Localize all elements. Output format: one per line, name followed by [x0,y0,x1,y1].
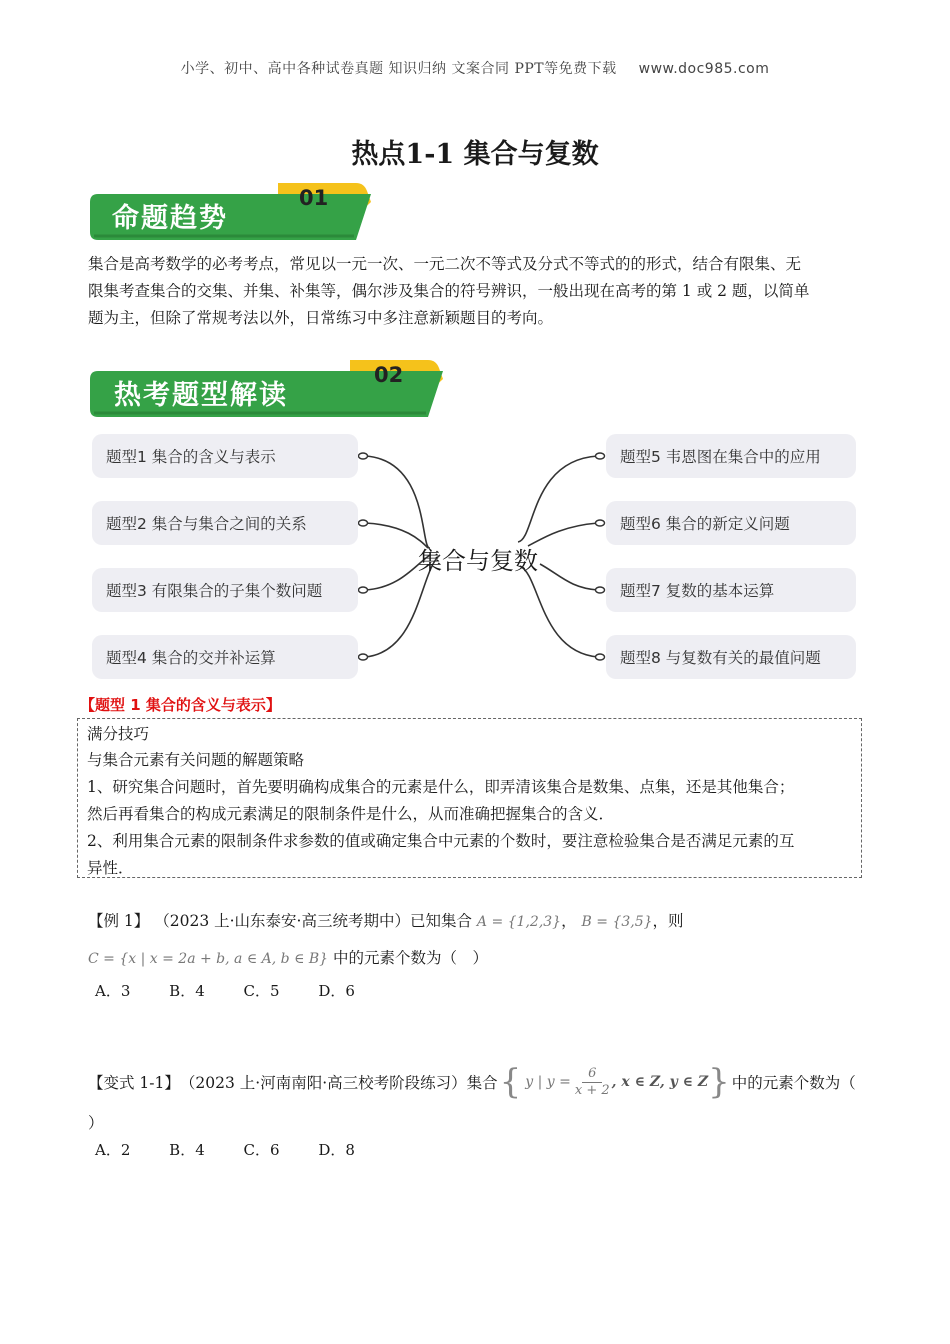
mindmap-node-label: 题型4 集合的交并补运算 [106,649,276,667]
mindmap-node-right-5 [606,434,856,478]
set-prefix: y | y = [525,1074,571,1090]
set-b-formula: B = {3,5} [581,914,653,930]
mindmap-node-label: 题型2 集合与集合之间的关系 [106,515,307,533]
option-b: B．4 [169,982,205,1000]
trend-line: 限集考查集合的交集、并集、补集等，偶尔涉及集合的符号辨识，一般出现在高考的第 1 或 2 题，以简单 [88,282,810,300]
mindmap-node-right-8 [606,635,856,679]
option-c: C．5 [243,982,280,1000]
tips-line: 异性． [87,859,134,877]
option-c: C．6 [243,1141,280,1159]
trend-line: 集合是高考数学的必考考点，常见以一元一次、一元二次不等式及分式不等式的的形式，结合有限集、无 [88,255,802,273]
tips-line: 1、研究集合问题时，首先要明确构成集合的元素是什么，即弄清该集合是数集、点集，还是其他集合； [87,778,795,796]
banner-label: 命题趋势 [112,203,228,234]
example1-source: （2023 上·山东泰安·高三统考期中）已知集合 [154,912,472,930]
header-text: 小学、初中、高中各种试卷真题 知识归纳 文案合同 PPT等免费下载 [180,61,617,77]
variant1-label: 【变式 1-1】 [88,1074,180,1092]
option-d: D．6 [318,982,355,1000]
mindmap-node-label: 题型5 韦恩图在集合中的应用 [620,448,821,466]
example1-options [95,980,389,1001]
fraction [575,1066,610,1099]
mindmap-node-label: 题型6 集合的新定义问题 [620,515,790,533]
option-b: B．4 [169,1141,205,1159]
variant1-question: 中的元素个数为（ [731,1074,856,1092]
page-title: 热点1-1 集合与复数 [351,139,599,170]
mindmap-node-label: 题型3 有限集合的子集个数问题 [106,582,323,600]
tips-line: 2、利用集合元素的限制条件求参数的值或确定集合中元素的个数时，要注意检验集合是否满足元素的互 [87,832,795,850]
example1-label: 【例 1】 [88,912,150,930]
mindmap-node-left-4 [92,635,358,679]
fraction-denominator: x + 2 [574,1082,610,1098]
mindmap-center: 集合与复数 [418,547,538,575]
mindmap-node-label: 题型7 复数的基本运算 [620,582,775,600]
trend-paragraph [88,251,868,332]
type1-heading: 【题型 1 集合的含义与表示】 [80,696,281,714]
mindmap-node-left-1 [92,434,358,478]
trend-line: 题为主，但除了常规考法以外，日常练习中多注意新颖题目的考向。 [88,309,554,327]
variant1-source: （2023 上·河南南阳·高三校考阶段练习）集合 [179,1074,498,1092]
example1-then: ，则 [652,912,684,930]
variant1-set-formula: { y | y = $\frac{6}{x + 2}$ , x ∈ Z, y ∈ Z } [499,1062,730,1102]
banner-number: 02 [374,363,404,387]
variant1-line1 [88,1060,856,1104]
example1-question: 中的元素个数为（ ） [333,949,489,967]
option-a: A．3 [95,982,131,1000]
banner-number: 01 [299,186,329,210]
variant1-close-paren: ） [88,1114,104,1132]
section-banner-trend [88,180,378,244]
tips-line: 然后再看集合的构成元素满足的限制条件是什么，从而准确把握集合的含义． [87,805,615,823]
page-header [0,58,950,78]
mindmap-node-label: 题型1 集合的含义与表示 [106,448,276,466]
mindmap-node-label: 题型8 与复数有关的最值问题 [620,649,821,667]
set-suffix: , x ∈ Z, y ∈ Z [611,1074,709,1090]
option-a: A．2 [95,1141,131,1159]
fraction-numerator: 6 [582,1066,602,1083]
example1-line2 [88,946,488,968]
tips-line: 与集合元素有关问题的解题策略 [87,751,305,769]
option-d: D．8 [318,1141,355,1159]
set-a-formula: A = {1,2,3} [476,914,562,930]
tips-title: 满分技巧 [87,725,150,743]
example1-line1: 【例 1】 （2023 上·山东泰安·高三统考期中）已知集合 A = {1,2,3}， B = {3,5}，则 [88,912,684,930]
banner-label: 热考题型解读 [114,380,288,411]
tips-box [77,718,862,878]
mindmap-node-left-2 [92,501,358,545]
mindmap-node-left-3 [92,568,358,612]
header-url[interactable]: www.doc985.com [638,61,770,77]
variant1-options [95,1139,389,1160]
set-c-formula: C = {x | x = 2a + b, a ∈ A, b ∈ B} [88,951,329,967]
mindmap-node-right-6 [606,501,856,545]
section-banner-hot-types [88,357,450,421]
mindmap-node-right-7 [606,568,856,612]
